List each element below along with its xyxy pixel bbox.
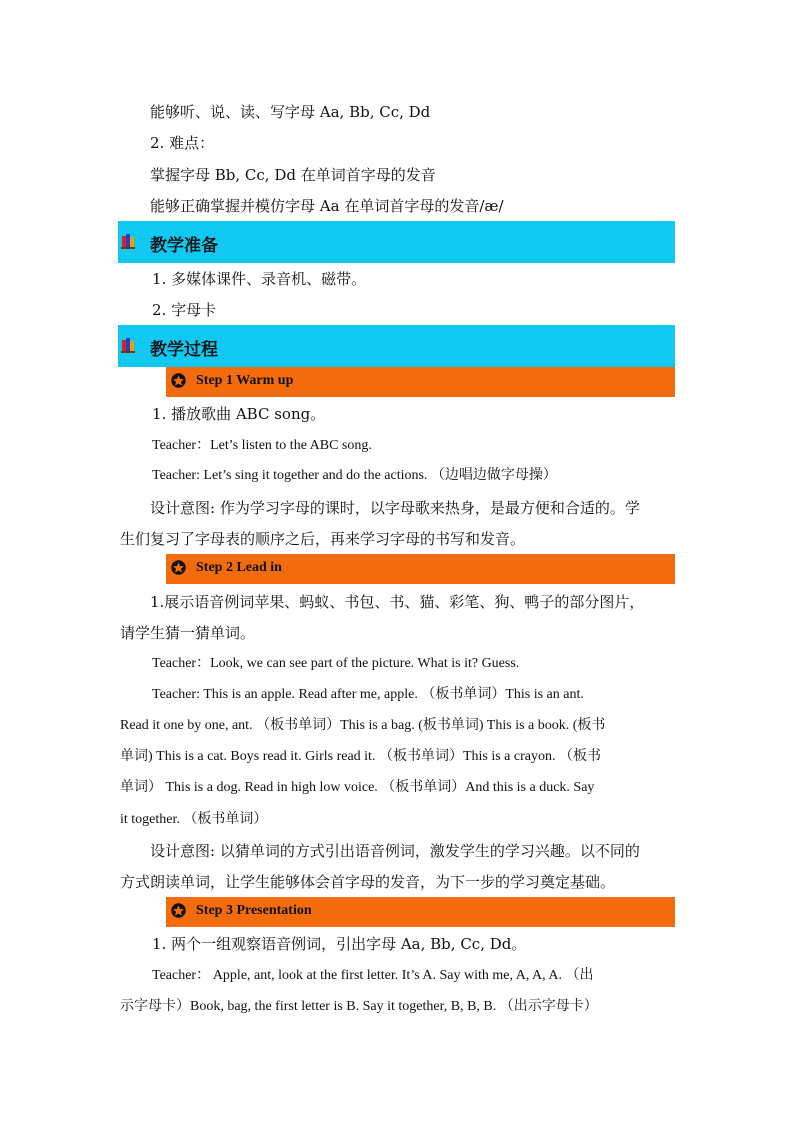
star-icon	[170, 902, 187, 919]
section-title: 教学过程	[150, 340, 218, 360]
book-icon	[121, 337, 135, 353]
text-line: Teacher: Let’s sing it together and do the actions. （边唱边做字母操）	[152, 468, 557, 483]
section-title: 教学准备	[150, 236, 218, 256]
text-line: 方式朗读单词，让学生能够体会首字母的发音，为下一步的学习奠定基础。	[120, 873, 616, 891]
step-header-2	[166, 554, 675, 584]
text-line: 2. 难点：	[150, 134, 215, 152]
text-line: 1. 多媒体课件、录音机、磁带。	[152, 270, 367, 288]
text-line: Teacher: This is an apple. Read after me, apple. （板书单词）This is an ant.	[152, 687, 584, 702]
step-label: Step 3 Presentation	[196, 903, 312, 918]
section-header-process	[118, 325, 675, 367]
text-line: 请学生猜一猜单词。	[120, 624, 256, 642]
text-line: 能够听、说、读、写字母 Aa, Bb, Cc, Dd	[150, 103, 431, 121]
text-line: Read it one by one, ant. （板书单词）This is a bag. (板书单词) This is a book. (板书	[120, 718, 606, 733]
text-line: 单词) This is a cat. Boys read it. Girls read it. （板书单词）This is a crayon. （板书	[120, 749, 601, 764]
text-line: 示字母卡）Book, bag, the first letter is B. Say it together, B, B, B. （出示字母卡）	[120, 999, 598, 1014]
text-line: Teacher：Look, we can see part of the picture. What is it? Guess.	[152, 656, 520, 671]
step-label: Step 2 Lead in	[196, 560, 282, 575]
step-header-3	[166, 897, 675, 927]
text-line: 1. 两个一组观察语音例词，引出字母 Aa, Bb, Cc, Dd。	[152, 935, 527, 953]
book-icon	[121, 233, 135, 249]
text-line: 1. 播放歌曲 ABC song。	[152, 405, 326, 423]
step-label: Step 1 Warm up	[196, 373, 294, 388]
star-icon	[170, 559, 187, 576]
text-line: 掌握字母 Bb, Cc, Dd 在单词首字母的发音	[150, 166, 436, 184]
text-line: 设计意图: 作为学习字母的课时，以字母歌来热身，是最方便和合适的。学	[150, 499, 640, 517]
star-icon	[170, 372, 187, 389]
text-line: 能够正确掌握并模仿字母 Aa 在单词首字母的发音/æ/	[150, 197, 504, 215]
text-line: 2. 字母卡	[152, 301, 217, 319]
text-line: 设计意图: 以猜单词的方式引出语音例词，激发学生的学习兴趣。以不同的	[150, 842, 640, 860]
text-line: 生们复习了字母表的顺序之后，再来学习字母的书写和发音。	[120, 530, 526, 548]
step-header-1	[166, 367, 675, 397]
text-line: it together. （板书单词）	[120, 812, 268, 827]
text-line: 1.展示语音例词苹果、蚂蚁、书包、书、猫、彩笔、狗、鸭子的部分图片，	[150, 593, 645, 611]
text-line: Teacher：Let’s listen to the ABC song.	[152, 438, 372, 453]
text-line: 单词） This is a dog. Read in high low voice. （板书单词）And this is a duck. Say	[120, 780, 595, 795]
text-line: Teacher： Apple, ant, look at the first letter. It’s A. Say with me, A, A, A. （出	[152, 968, 594, 983]
section-header-prep	[118, 221, 675, 263]
